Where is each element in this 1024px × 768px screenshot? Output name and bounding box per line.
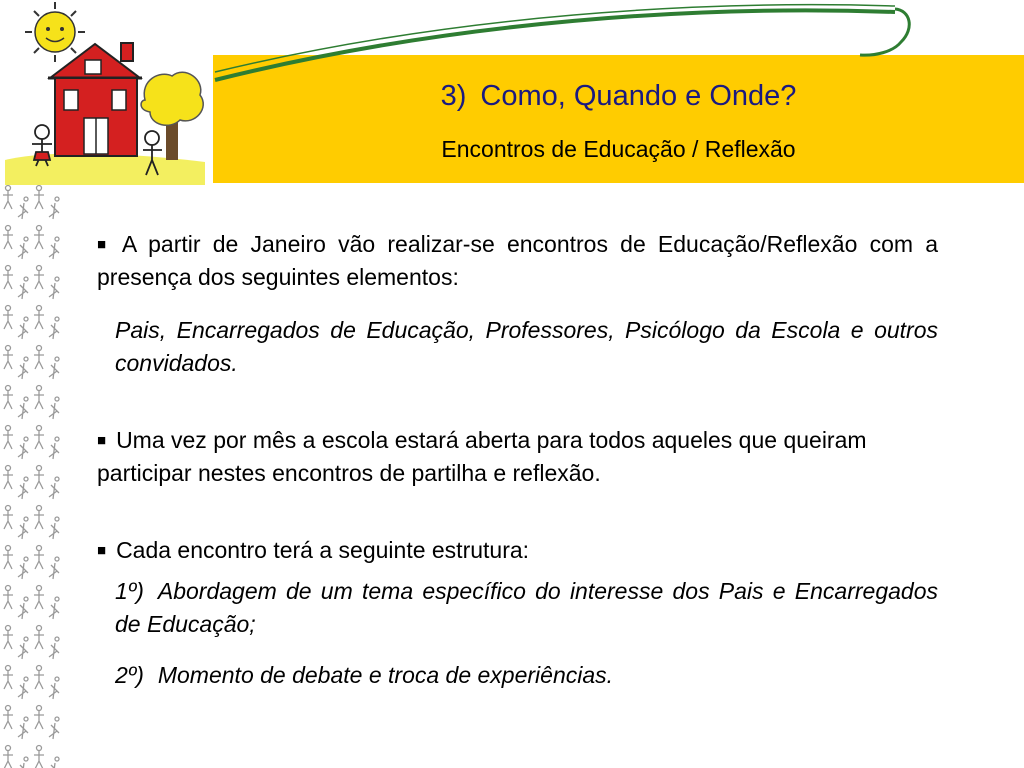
step-2-number: 2º): [115, 662, 144, 688]
title-number: 3): [440, 80, 467, 112]
tree-icon: [141, 72, 203, 160]
sun-icon: [25, 2, 85, 62]
slide-title: [213, 80, 1024, 113]
bullet-paragraph-3: [97, 534, 938, 567]
house-icon: [48, 42, 142, 156]
bullet-icon: ■: [97, 432, 107, 449]
bullet-icon: ■: [97, 542, 107, 559]
slide-subtitle: Encontros de Educação / Reflexão: [441, 136, 796, 162]
bullet-2-text: Uma vez por mês a escola estará aberta para todos aqueles que queiram participar nestes encontros de partilha e reflexão.: [97, 427, 867, 486]
structure-step-1: [97, 575, 938, 641]
step-2-text: Momento de debate e troca de experiências.: [157, 662, 614, 688]
bullet-icon: ■: [97, 236, 112, 253]
school-house-clipart: [0, 0, 215, 185]
bullet-1-text: A partir de Janeiro vão realizar-se encontros de Educação/Reflexão com a presença dos seguintes elementos:: [97, 231, 939, 290]
side-pattern-decoration: [0, 183, 62, 768]
structure-step-2: [97, 659, 938, 692]
participants-paragraph: Pais, Encarregados de Educação, Professores, Psicólogo da Escola e outros convidados.: [115, 317, 938, 376]
title-text: Como, Quando e Onde?: [480, 80, 797, 112]
bullet-3-text: Cada encontro terá a seguinte estrutura:: [116, 537, 530, 563]
bullet-paragraph-2: [97, 424, 887, 490]
step-1-number: 1º): [115, 578, 144, 604]
header-curve-decoration: [205, 0, 1024, 90]
slide-body: [97, 228, 938, 692]
step-1-text: Abordagem de um tema específico do interesse dos Pais e Encarregados de Educação;: [115, 578, 938, 637]
bullet-paragraph-1: [97, 228, 938, 294]
